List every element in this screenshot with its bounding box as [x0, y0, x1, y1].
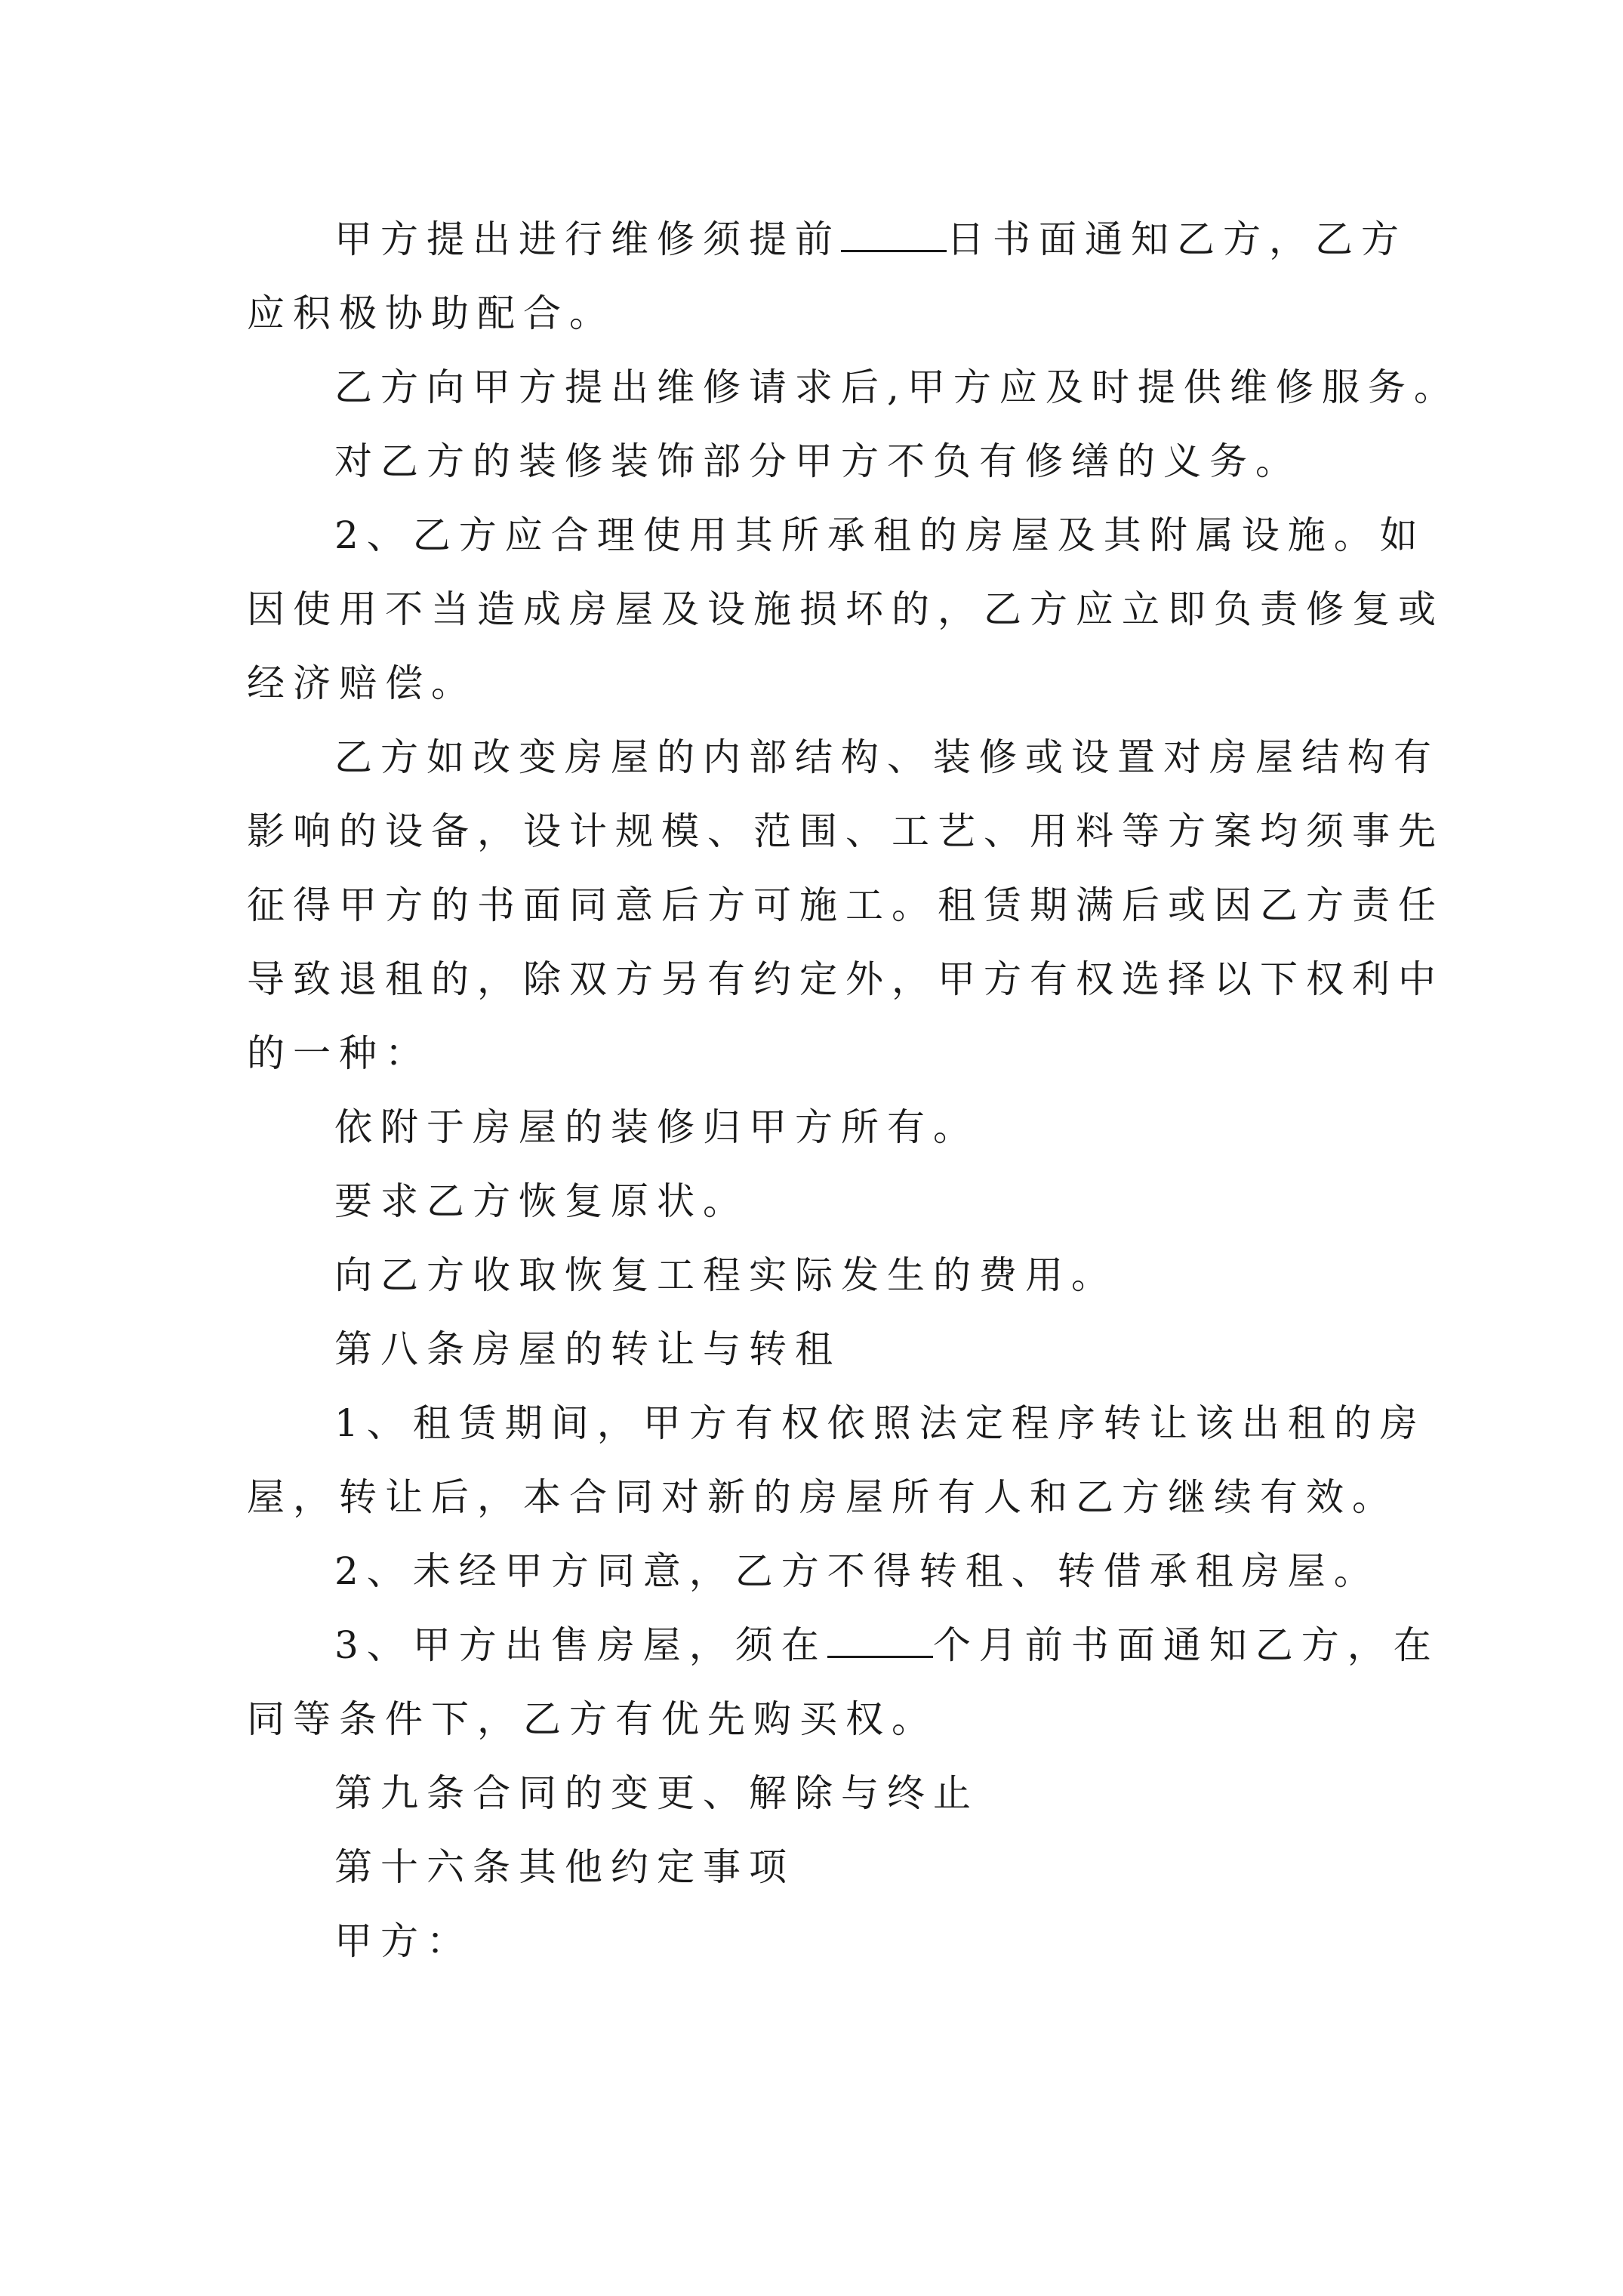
text-line: 第十六条其他约定事项 — [334, 1845, 795, 1889]
text-line: 对乙方的装修装饰部分甲方不负有修缮的义务。 — [334, 439, 1301, 483]
section-heading-article-8 — [247, 1312, 1424, 1386]
text-line: 经济赔偿。 — [247, 661, 477, 705]
text-line: 因使用不当造成房屋及设施损坏的，乙方应立即负责修复或 — [247, 587, 1444, 631]
document-body — [247, 202, 1460, 1978]
text-line: 屋，转让后，本合同对新的房屋所有人和乙方继续有效。 — [247, 1475, 1398, 1519]
text-line: 乙方向甲方提出维修请求后,甲方应及时提供维修服务。 — [334, 365, 1460, 409]
text-line: 导致退租的，除双方另有约定外，甲方有权选择以下权利中 — [247, 957, 1444, 1001]
blank-field — [827, 1623, 933, 1658]
text-line: 征得甲方的书面同意后方可施工。租赁期满后或因乙方责任 — [247, 883, 1444, 927]
paragraph-sale-notice — [247, 1608, 1440, 1756]
paragraph-option-2 — [247, 1164, 1424, 1238]
text-line: 甲方： — [334, 1919, 473, 1963]
text-line: 向乙方收取恢复工程实际发生的费用。 — [334, 1253, 1117, 1297]
text-line: 同等条件下，乙方有优先购买权。 — [247, 1697, 938, 1741]
text-line: 应积极协助配合。 — [247, 291, 615, 335]
paragraph-repair-notice — [247, 202, 1424, 350]
text-line: 第九条合同的变更、解除与终止 — [334, 1771, 979, 1815]
text-segment: 个月前书面通知乙方，在 — [932, 1623, 1440, 1667]
text-line: 1、租赁期间，甲方有权依照法定程序转让该出租的房 — [334, 1401, 1426, 1445]
text-line — [247, 1608, 1440, 1682]
text-segment: 日书面通知乙方，乙方 — [947, 217, 1407, 261]
paragraph-proper-use — [247, 498, 1444, 720]
text-line: 的一种： — [247, 1031, 431, 1075]
section-heading-article-9 — [247, 1756, 1424, 1830]
paragraph-sublet — [247, 1534, 1424, 1608]
text-segment: 甲方提出进行维修须提前 — [334, 217, 841, 261]
text-line: 依附于房屋的装修归甲方所有。 — [334, 1105, 979, 1149]
signature-party-a — [247, 1904, 1424, 1978]
text-line: 第八条房屋的转让与转租 — [334, 1327, 841, 1371]
paragraph-option-1 — [247, 1090, 1424, 1164]
text-line: 2、乙方应合理使用其所承租的房屋及其附属设施。如 — [334, 513, 1426, 557]
text-line: 乙方如改变房屋的内部结构、装修或设置对房屋结构有 — [334, 735, 1440, 779]
blank-field — [841, 217, 947, 252]
paragraph-decoration-duty — [247, 424, 1424, 498]
text-line — [247, 202, 1424, 276]
paragraph-repair-request — [247, 350, 1460, 424]
paragraph-transfer — [247, 1386, 1424, 1534]
text-segment: 3、甲方出售房屋，须在 — [334, 1623, 827, 1667]
text-line: 要求乙方恢复原状。 — [334, 1179, 749, 1223]
text-line: 2、未经甲方同意，乙方不得转租、转借承租房屋。 — [334, 1549, 1380, 1593]
text-line: 影响的设备，设计规模、范围、工艺、用料等方案均须事先 — [247, 809, 1444, 853]
section-heading-article-16 — [247, 1830, 1424, 1904]
paragraph-option-3 — [247, 1238, 1424, 1312]
paragraph-structure-change — [247, 720, 1444, 1090]
